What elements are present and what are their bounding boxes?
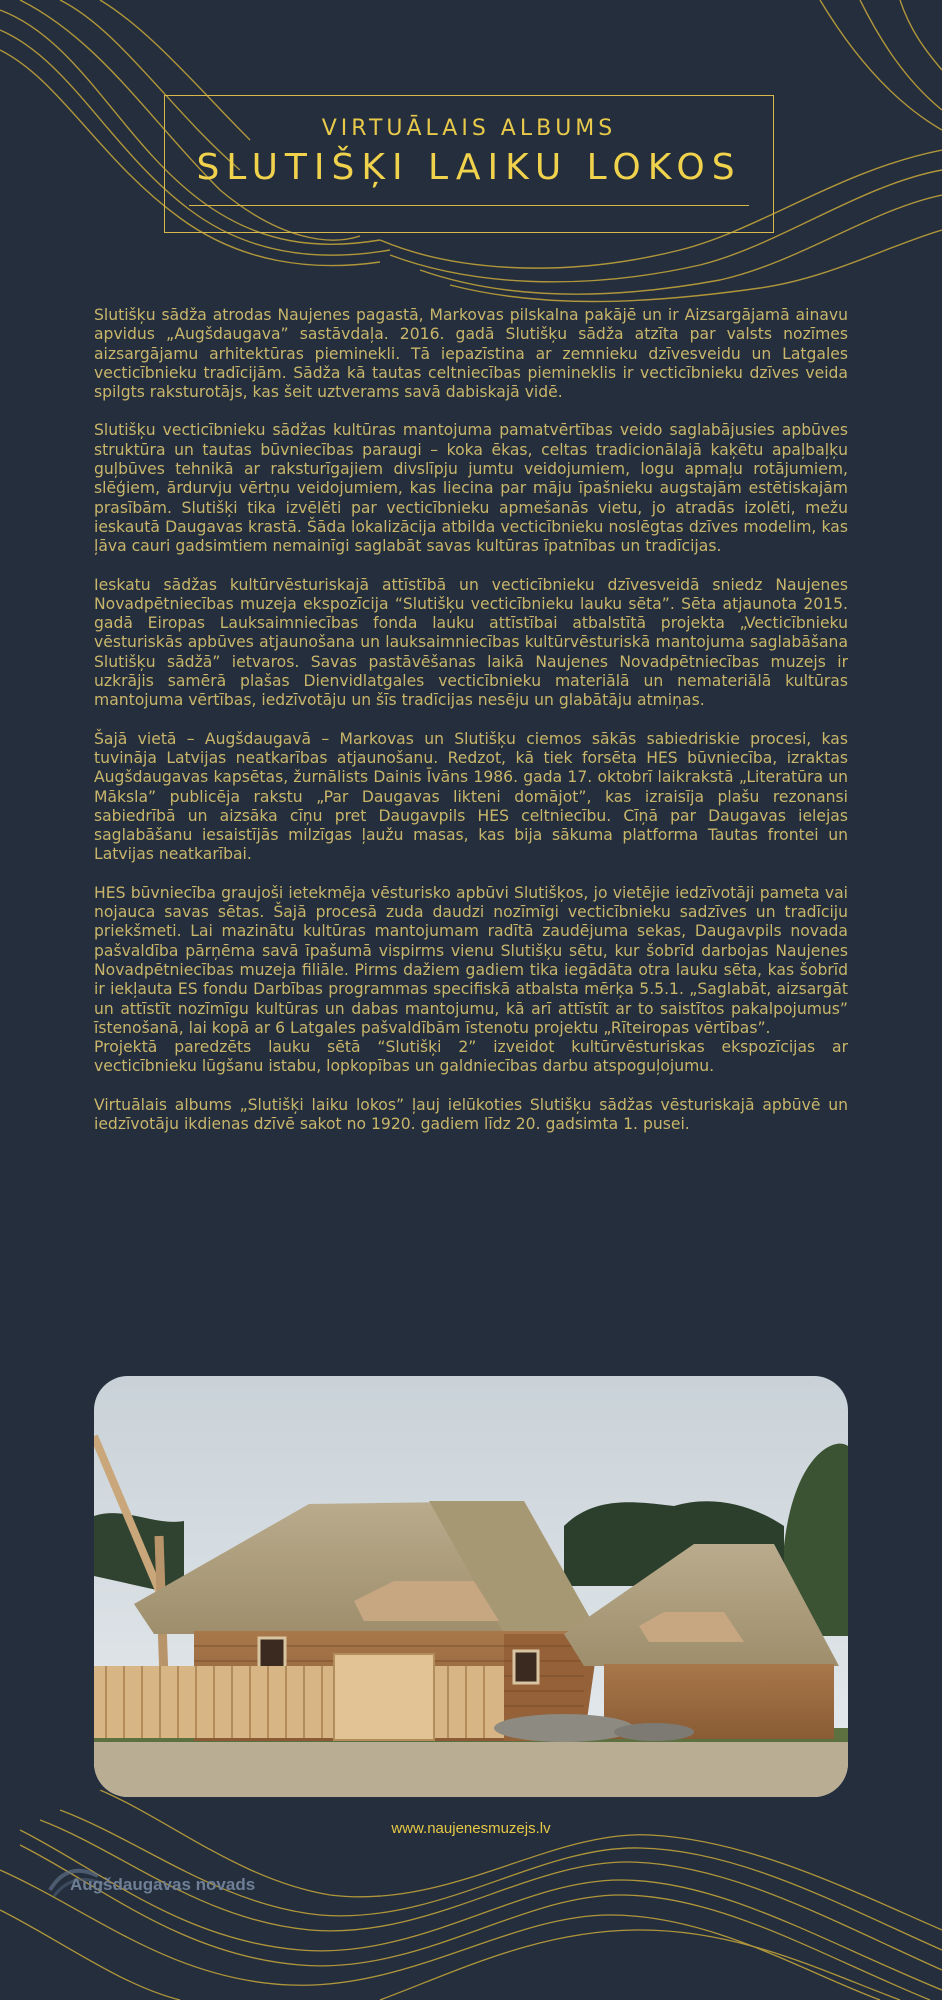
paragraph-2: Slutišķu vecticībnieku sādžas kultūras mantojuma pamatvērtības veido saglabājusies apbūves struktūra un tautas būvniecības paraugi – koka ēkas, celtas tradicionālajā kaķētu apaļbaļķu guļbūves tehnikā ar raksturīgajiem divslīpju jumtu veidojumiem, logu apmaļu rotājumiem, slēģiem, ārdurvju vērtņu veidojumiem, kas liecina par māju īpašnieku augstajām estētiskajām prasībām. Slutišķi tika izvēlēti par vecticībnieku apmešanās vietu, jo atradās izolēti, mežu ieskautā Daugavas krastā. Šāda lokalizācija atbilda vecticībnieku noslēgtas dzīves modelim, kas ļāva cauri gadsimtiem nemainīgi saglabāt savas kultūras īpatnības un tradīcijas. [94, 421, 848, 556]
title-divider [189, 205, 749, 206]
paragraph-1: Slutišķu sādža atrodas Naujenes pagastā, Markovas pilskalna pakājē un ir Aizsargājamā ainavu apvidus „Augšdaugava” sastāvdaļa. 2016. gadā Slutišķu sādža atzīta par valsts nozīmes aizsargājamu arhitektūras pieminekli. Tā iepazīstina ar zemnieku dzīvesveidu un Latgales vecticībnieku tradīcijām. Sādža kā tautas celtniecības piemineklis ir vecticībnieku dzīves veida spilgts raksturotājs, kas šeit uztverams savā dabiskajā vidē. [94, 306, 848, 402]
article-text [94, 306, 848, 1153]
village-photo [94, 1376, 848, 1797]
paragraph-6: Projektā paredzēts lauku sētā “Slutišķi 2” izveidot kultūrvēsturiskas ekspozīcijas ar vecticībnieku lūgšanu istabu, lopkopības un galdniecības darbu atspoguļojumu. [94, 1038, 848, 1076]
title-box [164, 95, 774, 233]
museum-website-link[interactable]: www.naujenesmuzejs.lv [391, 1820, 551, 1837]
paragraph-3: Ieskatu sādžas kultūrvēsturiskajā attīstībā un vecticībnieku dzīvesveidā sniedz Naujenes Novadpētniecības muzeja ekspozīcija “Slutišķu vecticībnieku lauku sēta”. Sēta atjaunota 2015. gadā Eiropas Lauksaimniecības fonda lauku attīstībai atbalstītā projekta „Vecticībnieku vēsturiskās apbūves atjaunošana un lauksaimniecības kultūrvēsturiskā mantojuma saglabāšana Slutišķu sādžā” ietvaros. Savas pastāvēšanas laikā Naujenes Novadpētniecības muzejs ir uzkrājis samērā plašas Dienvidlatgales vecticībnieku materiālā un nemateriālā kultūras mantojuma vērtības, iedzīvotāju un šīs tradīcijas nesēju un glabātāju atmiņas. [94, 575, 848, 710]
paragraph-4: Šajā vietā – Augšdaugavā – Markovas un Slutišķu ciemos sākās sabiedriskie procesi, kas tuvināja Latvijas neatkarības atjaunošanu. Redzot, kā tiek forsēta HES būvniecība, izraktas Augšdaugavas kapsētas, žurnālists Dainis Īvāns 1986. gada 17. oktobrī laikrakstā „Literatūra un Māksla” publicēja rakstu „Par Daugavas likteni domājot”, kas izraisīja plašu rezonansi sabiedrībā un aizsāka cīņu pret Daugavpils HES celtniecību. Cīņā par Daugavas ielejas saglabāšanu iesaistījās milzīgas ļaužu masas, kas bija sākuma platforma Tautas frontei un Latvijas neatkarībai. [94, 729, 848, 864]
wooden-houses-image [94, 1376, 848, 1797]
paragraph-5: HES būvniecība graujoši ietekmēja vēsturisko apbūvi Slutišķos, jo vietējie iedzīvotāji pameta vai nojauca savas sētas. Šajā procesā zuda daudzi nozīmīgi vecticībnieku sadzīves un tradīciju priekšmeti. Lai mazinātu kultūras mantojumam radītā zaudējuma sekas, Daugavpils novada pašvaldība pārņēma savā īpašumā vispirms vienu Slutišķu sētu, kur šobrīd darbojas Naujenes Novadpētniecības muzeja filiāle. Pirms dažiem gadiem tika iegādāta otra lauku sēta, kas šobrīd ir iekļauta ES fondu Darbības programmas specifiskā atbalsta mērķa 5.5.1. „Saglabāt, aizsargāt un attīstīt nozīmīgu kultūras un dabas mantojumu, kā arī attīstīt ar to saistītos pakalpojumus” īstenošanā, lai kopā ar 6 Latgales pašvaldībām īstenotu projektu „Rīteiropas vērtības”. [94, 883, 848, 1037]
album-title: SLUTIŠĶI LAIKU LOKOS [196, 147, 742, 188]
paragraph-7: Virtuālais albums „Slutišķi laiku lokos” ļauj ielūkoties Slutišķu sādžas vēsturiskajā apbūvē un iedzīvotāju ikdienas dzīvē sakot no 1920. gadiem līdz 20. gadsimta 1. pusei. [94, 1095, 848, 1133]
album-subtitle: VIRTUĀLAIS ALBUMS [321, 116, 617, 141]
region-name: Augšdaugavas novads [70, 1875, 256, 1894]
